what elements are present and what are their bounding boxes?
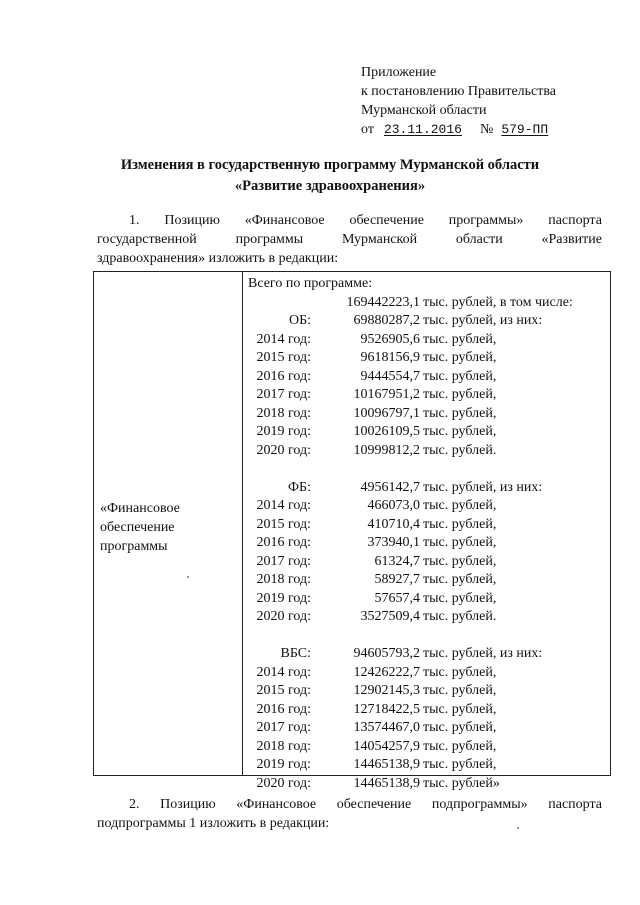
row-value: 12718422,5: [353, 701, 420, 717]
appendix-line-3: Мурманской области: [361, 103, 487, 118]
year-row: [248, 386, 608, 405]
total-row: [248, 294, 608, 313]
row-value: 10999812,2: [353, 442, 420, 458]
year-row: [248, 349, 608, 368]
scan-speck: [517, 827, 519, 829]
financing-table: [93, 271, 611, 791]
appendix-line-2: к постановлению Правительства: [361, 84, 557, 99]
row-unit: тыс. рублей,: [423, 553, 497, 569]
row-label: 2020 год:: [256, 442, 311, 458]
resolution-number: 579-ПП: [501, 122, 549, 137]
title-line-1: Изменения в государственную программу Мурманской области: [120, 157, 540, 173]
row-value: 69880287,2: [353, 313, 420, 328]
row-label: 2015 год:: [256, 516, 311, 532]
row-unit: тыс. рублей,: [423, 720, 497, 735]
row-label: 2016 год:: [256, 368, 311, 384]
row-unit: тыс. рублей, из них:: [423, 646, 543, 661]
budget-source-row: [248, 479, 608, 498]
row-label: 2016 год:: [256, 535, 311, 550]
paragraph-2-line-2: подпрограммы 1 изложить в редакции:: [97, 816, 330, 831]
row-value: 12902145,3: [353, 683, 420, 698]
word: программы: [235, 232, 304, 247]
row-label: ОБ:: [288, 313, 311, 328]
row-unit: тыс. рублей,: [423, 738, 497, 754]
row-unit: тыс. рублей,: [423, 590, 497, 606]
appendix-date-line: [361, 120, 621, 139]
row-unit: тыс. рублей,: [423, 368, 497, 384]
row-value: 466073,0: [367, 498, 420, 513]
number-label: №: [479, 122, 494, 137]
row-unit: тыс. рублей,: [423, 757, 497, 772]
row-label: 2019 год:: [256, 590, 311, 606]
row-value: 57657,4: [374, 590, 420, 606]
row-unit: тыс. рублей,: [423, 701, 497, 717]
document-title: [60, 155, 600, 197]
word: подпрограммы»: [431, 797, 528, 812]
row-value: 14465138,9: [353, 775, 420, 791]
table-divider: [242, 272, 243, 775]
year-row: [248, 442, 608, 461]
budget-source-row: [248, 312, 608, 331]
year-row: [248, 719, 608, 738]
word: области: [455, 232, 503, 247]
row-label: 2017 год:: [256, 553, 311, 569]
row-value: 13574467,0: [353, 720, 420, 735]
row-unit: тыс. рублей,: [423, 405, 497, 421]
row-label: 2020 год:: [256, 775, 311, 791]
year-row: [248, 331, 608, 350]
word: Позицию: [160, 797, 216, 812]
resolution-date: 23.11.2016: [383, 122, 462, 137]
row-unit: тыс. рублей.: [423, 442, 497, 458]
row-unit: тыс. рублей,: [423, 683, 497, 698]
table-header-row: [248, 275, 608, 294]
row-label: 2014 год:: [256, 498, 311, 513]
row-unit: тыс. рублей, из них:: [423, 479, 543, 495]
row-value: 61324,7: [374, 553, 420, 569]
row-value: 3527509,4: [360, 609, 420, 624]
row-unit: тыс. рублей,: [423, 350, 497, 365]
row-label: ФБ:: [288, 479, 311, 495]
row-value: 410710,4: [367, 516, 420, 532]
word: обеспечение: [336, 797, 412, 812]
scan-speck: [187, 576, 189, 578]
word: Позицию: [164, 213, 220, 228]
row-label: 2015 год:: [256, 350, 311, 365]
word: «Финансовое: [236, 797, 317, 812]
word: «Развитие: [541, 232, 602, 247]
paragraph-2-line-1: [97, 795, 602, 814]
row-label: 2018 год:: [256, 405, 311, 421]
row-value: 9618156,9: [360, 350, 420, 365]
year-row: [248, 608, 608, 627]
word: 1.: [129, 213, 140, 228]
year-row: [248, 534, 608, 553]
row-unit: тыс. рублей,: [423, 516, 497, 532]
row-value: 94605793,2: [353, 646, 420, 661]
row-value: 58927,7: [374, 572, 420, 587]
position-name-line: программы: [100, 539, 168, 554]
position-name-cell: [100, 499, 240, 556]
row-label: 2014 год:: [256, 331, 311, 347]
row-label: 2017 год:: [256, 720, 311, 735]
row-label: ВБС:: [280, 646, 311, 661]
year-row: [248, 516, 608, 535]
row-unit: тыс. рублей, из них:: [423, 313, 543, 328]
year-row: [248, 553, 608, 572]
row-value: 4956142,7: [360, 479, 420, 495]
row-unit: тыс. рублей»: [423, 775, 500, 791]
row-value: 14465138,9: [353, 757, 420, 772]
row-label: 2020 год:: [256, 609, 311, 624]
year-row: [248, 423, 608, 442]
budget-source-row: [248, 645, 608, 664]
row-label: 2014 год:: [256, 664, 311, 680]
word: обеспечение: [349, 213, 424, 228]
word: 2.: [129, 797, 140, 812]
group-spacer: [248, 460, 608, 479]
total-unit: тыс. рублей, в том числе:: [423, 294, 573, 310]
total-value: 169442223,1: [346, 294, 420, 310]
row-value: 14054257,9: [353, 738, 420, 754]
appendix-line-1: Приложение: [361, 65, 437, 80]
row-value: 9444554,7: [360, 368, 420, 384]
row-unit: тыс. рублей,: [423, 331, 497, 347]
row-value: 10026109,5: [353, 424, 420, 439]
row-unit: тыс. рублей,: [423, 498, 497, 513]
year-row: [248, 590, 608, 609]
year-row: [248, 756, 608, 775]
title-line-2: «Развитие здравоохранения»: [234, 178, 426, 194]
row-label: 2015 год:: [256, 683, 311, 698]
year-row: [248, 738, 608, 757]
paragraph-1-line-3: здравоохранения» изложить в редакции:: [97, 251, 339, 266]
year-row: [248, 701, 608, 720]
year-row: [248, 368, 608, 387]
paragraph-1-line-2: [97, 230, 602, 249]
year-row: [248, 497, 608, 516]
row-unit: тыс. рублей,: [423, 664, 497, 680]
year-row: [248, 664, 608, 683]
appendix-block: [361, 63, 621, 139]
word: «Финансовое: [244, 213, 325, 228]
year-row: [248, 682, 608, 701]
year-row: [248, 571, 608, 590]
row-unit: тыс. рублей,: [423, 387, 497, 402]
row-value: 10096797,1: [353, 405, 420, 421]
row-value: 373940,1: [367, 535, 420, 550]
paragraph-1: [97, 211, 602, 268]
word: программы»: [448, 213, 524, 228]
row-unit: тыс. рублей,: [423, 572, 497, 587]
year-row: [248, 775, 608, 794]
word: Мурманской: [341, 232, 418, 247]
row-label: 2019 год:: [256, 424, 311, 439]
row-label: 2018 год:: [256, 738, 311, 754]
financing-values-cell: [248, 275, 608, 793]
position-name-line: «Финансовое: [100, 501, 180, 516]
row-label: 2016 год:: [256, 701, 311, 717]
row-value: 9526905,6: [360, 331, 420, 347]
row-value: 10167951,2: [353, 387, 420, 402]
word: паспорта: [548, 797, 602, 812]
row-unit: тыс. рублей,: [423, 535, 497, 550]
group-spacer: [248, 627, 608, 646]
row-label: 2018 год:: [256, 572, 311, 587]
row-unit: тыс. рублей.: [423, 609, 497, 624]
word: паспорта: [548, 213, 602, 228]
position-name-line: обеспечение: [100, 520, 175, 535]
paragraph-1-line-1: [97, 211, 602, 230]
row-value: 12426222,7: [353, 664, 420, 680]
from-label: от: [361, 122, 374, 137]
row-label: 2017 год:: [256, 387, 311, 402]
word: государственной: [97, 232, 197, 247]
row-label: 2019 год:: [256, 757, 311, 772]
row-unit: тыс. рублей,: [423, 424, 497, 439]
paragraph-2: [97, 795, 602, 833]
total-header: Всего по программе:: [248, 276, 373, 291]
year-row: [248, 405, 608, 424]
